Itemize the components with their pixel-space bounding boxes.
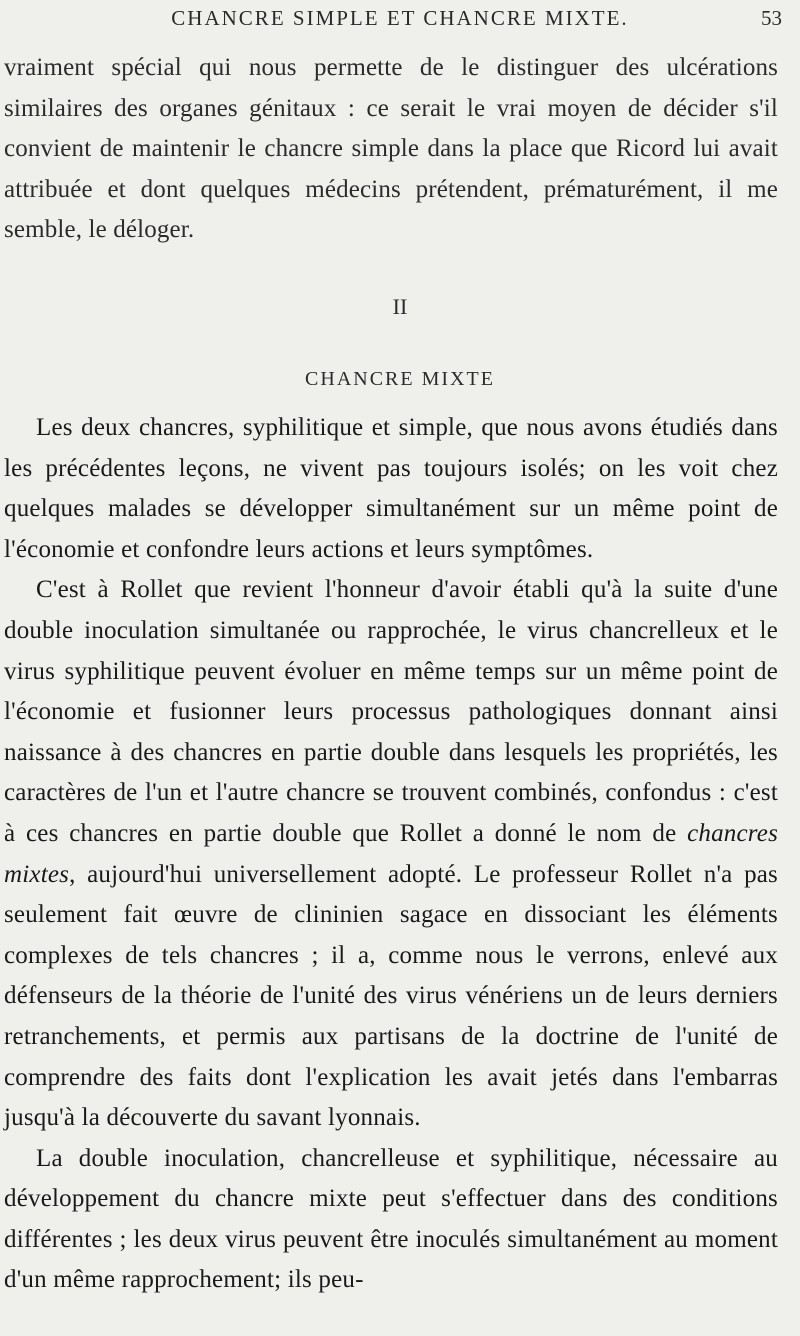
running-head <box>0 4 800 40</box>
term-chancres-mixtes: chancres mixtes <box>4 819 778 888</box>
paragraph-2-text-before: C'est à Rollet que revient l'honneur d'avoir établi qu'à la suite d'une double inoculation simultanée ou rapprochée, le virus chancrelleux et le virus syphilitique peuvent évoluer en même temps sur un même point de l'économie et fusionner leurs processus pathologiques donnant ainsi naissance à des chancres en partie double dans lesquels les propriétés, les caractères de l'un et l'autre chancre se trouvent combinés, confondus : c'est à ces chancres en partie double que Rollet a donné le nom de <box>4 576 778 847</box>
running-title: CHANCRE SIMPLE ET CHANCRE MIXTE. <box>171 6 629 30</box>
paragraph-1: Les deux chancres, syphilitique et simple, que nous avons étudiés dans les précédentes leçons, ne vivent pas toujours isolés; on les voit chez quelques malades se développer simultanément sur un même point de l'économie et confondre leurs actions et leurs symptômes. <box>4 414 778 563</box>
paragraph-3: La double inoculation, chancrelleuse et syphilitique, nécessaire au développement du chancre mixte peut s'effectuer dans des conditions différentes ; les deux virus peuvent être inoculés simultanément au moment d'un même rapprochement; ils peu- <box>4 1144 778 1294</box>
section-number: II <box>392 294 408 319</box>
paragraph-2 <box>0 570 800 1138</box>
section-title: CHANCRE MIXTE <box>305 368 495 390</box>
section-body <box>0 408 800 1301</box>
opening-text <box>0 48 800 251</box>
opening-paragraph: vraiment spécial qui nous permette de le distinguer des ulcérations similaires des organes génitaux : ce serait le vrai moyen de décider s'il convient de maintenir le chancre simple dans la place que Ricord lui avait attribuée et dont quelques médecins prétendent, prématurément, il me semble, le déloger. <box>4 54 778 244</box>
paragraph-2-text-after: , aujourd'hui universellement adopté. Le professeur Rollet n'a pas seulement fait œuvre de clininien sagace en dissociant les éléments complexes de tels chancres ; il a, comme nous le verrons, enlevé aux défenseurs de la théorie de l'unité des virus vénériens un de leurs derniers retranchements, et permis aux partisans de la doctrine de l'unité de comprendre des faits dont l'explication les avait jetés dans l'embarras jusqu'à la découverte du savant lyonnais. <box>4 860 778 1132</box>
page-number: 53 <box>761 6 782 30</box>
